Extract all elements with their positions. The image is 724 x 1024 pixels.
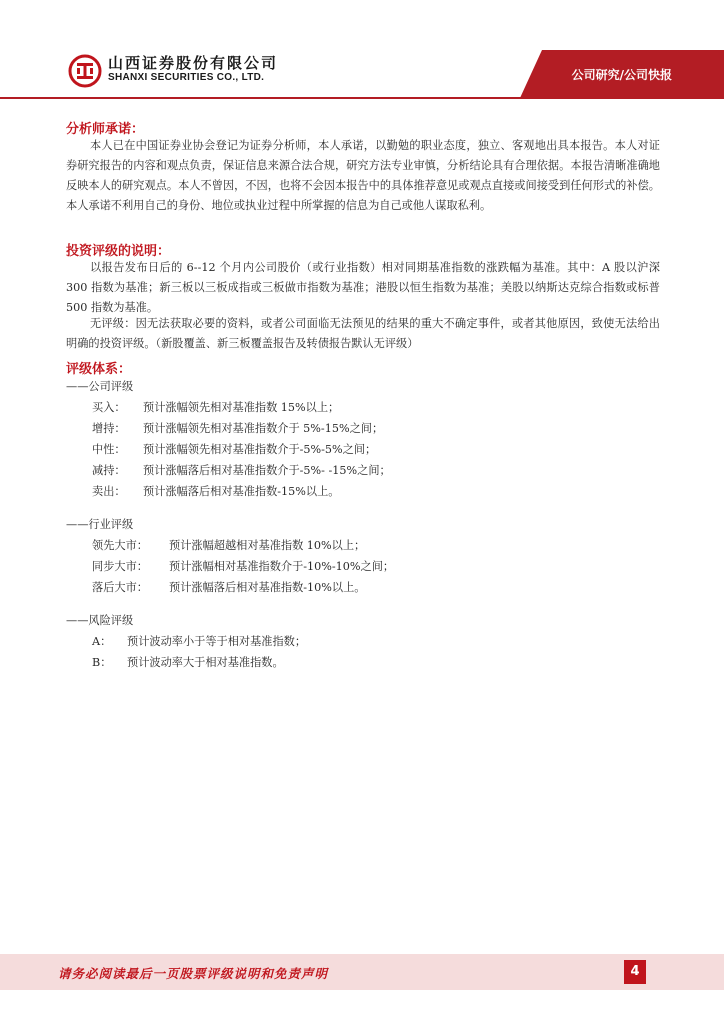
risk-rating-desc: 预计波动率小于等于相对基准指数； — [127, 635, 307, 648]
industry-rating-desc: 预计涨幅落后相对基准指数-10%以上。 — [169, 581, 366, 594]
risk-rating-label: A： — [92, 635, 112, 648]
rating-explanation-para2: 无评级：因无法获取必要的资料，或者公司面临无法预见的结果的重大不确定事件，或者其他原因，致使无法给出明确的投资评级。（新股覆盖、新三板覆盖报告及转债报告默认无评级） — [66, 317, 660, 350]
industry-rating-heading: ——行业评级 — [66, 518, 134, 531]
company-rating-desc: 预计涨幅领先相对基准指数介于-5%-5%之间； — [143, 443, 377, 456]
company-rating-desc: 预计涨幅落后相对基准指数-15%以上。 — [143, 485, 340, 498]
company-rating-label: 增持： — [92, 422, 126, 435]
report-type-tag: 公司研究/公司快报 — [571, 68, 672, 82]
rating-explanation-para1: 以报告发布日后的 6--12 个月内公司股价（或行业指数）相对同期基准指数的涨跌幅为基准。其中：A 股以沪深 300 指数为基准；新三板以三板成指或三板做市指数为基准；港股以恒生指数为基准；美股以纳斯达克综合指数或标普 500 指数为基准。 — [66, 261, 660, 314]
page-header — [0, 0, 724, 100]
company-rating-label: 中性： — [92, 443, 126, 456]
company-rating-heading: ——公司评级 — [66, 380, 134, 393]
company-name-cn: 山西证券股份有限公司 — [108, 54, 279, 72]
company-name-en: SHANXI SECURITIES CO., LTD. — [108, 72, 265, 83]
disclaimer-notice: 请务必阅读最后一页股票评级说明和免责声明 — [58, 966, 329, 981]
industry-rating-label: 同步大市： — [92, 560, 148, 573]
analyst-commitment-body: 本人已在中国证券业协会登记为证券分析师，本人承诺，以勤勉的职业态度，独立、客观地出具本报告。本人对证券研究报告的内容和观点负责，保证信息来源合法合规，研究方法专业审慎，分析结论具有合理依据。本报告清晰准确地反映本人的研究观点。本人不曾因，不因，也将不会因本报告中的具体推荐意见或观点直接或间接受到任何形式的补偿。本人承诺不利用自己的身份、地位或执业过程中所掌握的信息为自己或他人谋取私利。 — [66, 139, 660, 212]
company-rating-desc: 预计涨幅领先相对基准指数介于 5%-15%之间； — [143, 422, 384, 435]
header-divider — [0, 97, 724, 99]
company-rating-label: 减持： — [92, 464, 126, 477]
risk-rating-label: B： — [92, 656, 112, 669]
company-rating-label: 买入： — [92, 401, 126, 414]
industry-rating-label: 领先大市： — [92, 539, 148, 552]
industry-rating-desc: 预计涨幅超越相对基准指数 10%以上； — [169, 539, 366, 552]
industry-rating-desc: 预计涨幅相对基准指数介于-10%-10%之间； — [169, 560, 395, 573]
risk-rating-desc: 预计波动率大于相对基准指数。 — [127, 656, 284, 669]
page-number: 4 — [624, 960, 646, 984]
page-footer — [0, 954, 724, 990]
company-rating-desc: 预计涨幅领先相对基准指数 15%以上； — [143, 401, 340, 414]
industry-rating-label: 落后大市： — [92, 581, 148, 594]
company-logo-icon — [68, 54, 102, 88]
company-rating-desc: 预计涨幅落后相对基准指数介于-5%- -15%之间； — [143, 464, 391, 477]
risk-rating-heading: ——风险评级 — [66, 614, 134, 627]
rating-explanation-title: 投资评级的说明： — [66, 244, 171, 259]
analyst-commitment-title: 分析师承诺： — [66, 122, 145, 137]
rating-system-title: 评级体系： — [66, 362, 132, 377]
company-rating-label: 卖出： — [92, 485, 126, 498]
